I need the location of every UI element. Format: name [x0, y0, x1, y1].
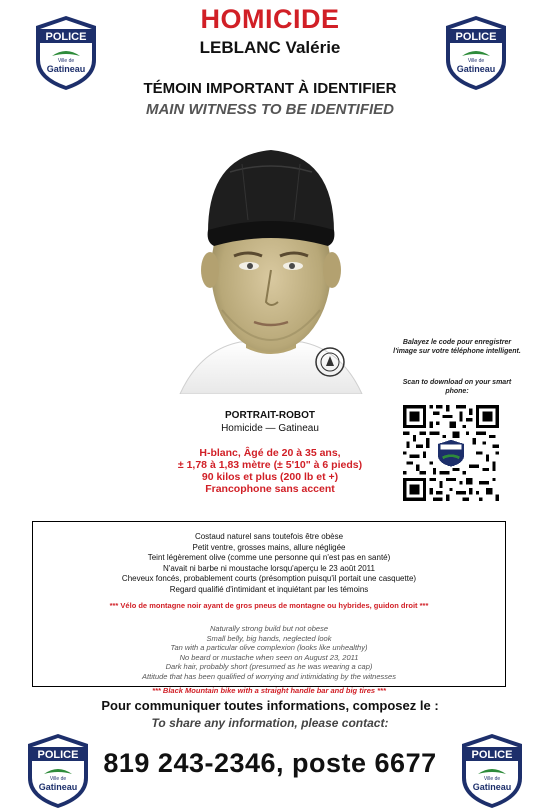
detail-en-5: Dark hair, probably short (presumed as he was wearing a cap) [165, 662, 373, 671]
badge-ville-text: Ville de [57, 58, 75, 64]
badge-city-text: Gatineau [46, 64, 86, 74]
description-line-3: 90 kilos et plus (200 lb et +) [201, 471, 339, 483]
status-english: MAIN WITNESS TO BE IDENTIFIED [145, 101, 395, 118]
detail-en-2: Small belly, big hands, neglected look [206, 633, 332, 643]
detail-fr-5: Cheveux foncés, probablement courts (présomption puisqu'il portait une casquette) [121, 574, 417, 583]
bike-description-french: *** Vélo de montagne noir ayant de gros pneus de montagne ou hybrides, guidon droit *** [109, 601, 429, 610]
detail-en-6: Attitude that has been qualified of worrying and intimidating by the witnesses [142, 671, 396, 681]
contact-phone-number[interactable]: 819 243-2346, poste 6677 [103, 748, 437, 778]
page-title: HOMICIDE [200, 4, 340, 34]
qr-instructions-french: Balayez le code pour enregistrer l'image sur votre téléphone intelligent. [393, 339, 521, 355]
detail-fr-1: Costaud naturel sans toutefois être obèse [194, 532, 344, 541]
badge-city-text: Gatineau [472, 782, 512, 792]
description-line-2: ± 1,78 à 1,83 mètre (± 5'10" à 6 pieds) [177, 459, 363, 471]
detail-fr-3: Teint légèrement olive (comme une personne qui n'est pas en santé) [147, 553, 391, 562]
qr-instructions-english: Scan to download on your smart phone: [402, 379, 512, 395]
detail-fr-4: N'avait ni barbe ni moustache lorsqu'aperçu le 23 août 2011 [163, 563, 375, 573]
badge-ville-text: Ville de [483, 776, 501, 782]
badge-city-text: Gatineau [456, 64, 496, 74]
portrait-caption-subtitle: Homicide — Gatineau [221, 423, 319, 434]
victim-name: LEBLANC Valérie [199, 38, 341, 57]
badge-police-text: POLICE [37, 749, 79, 761]
detail-fr-2: Petit ventre, grosses mains, allure négligée [192, 542, 346, 552]
portrait-caption-title: PORTRAIT-ROBOT [225, 410, 315, 421]
badge-ville-text: Ville de [49, 776, 67, 782]
bike-description-english: *** Black Mountain bike with a straight handle bar and big tires *** [152, 686, 386, 695]
contact-prompt-french: Pour communiquer toutes informations, composez le : [101, 698, 439, 713]
detail-en-1: Naturally strong build but not obese [210, 624, 328, 633]
badge-city-text: Gatineau [38, 782, 78, 792]
contact-prompt-english: To share any information, please contact: [151, 716, 389, 730]
description-line-4: Francophone sans accent [205, 483, 335, 495]
status-french: TÉMOIN IMPORTANT À IDENTIFIER [143, 80, 397, 97]
details-box [32, 521, 506, 695]
badge-police-text: POLICE [45, 31, 87, 43]
badge-police-text: POLICE [471, 749, 513, 761]
description-line-1: H-blanc, Âgé de 20 à 35 ans, [199, 447, 341, 459]
detail-en-4: No beard or mustache when seen on August 23, 2011 [179, 652, 359, 662]
badge-ville-text: Ville de [467, 58, 485, 64]
badge-police-text: POLICE [455, 31, 497, 43]
composite-sketch-portrait [160, 120, 382, 394]
detail-en-3: Tan with a particular olive complexion (looks like unhealthy) [170, 643, 368, 652]
detail-fr-6: Regard qualifié d'intimidant et inquiétant par les témoins [169, 584, 369, 594]
suspect-physical-description [0, 447, 540, 495]
